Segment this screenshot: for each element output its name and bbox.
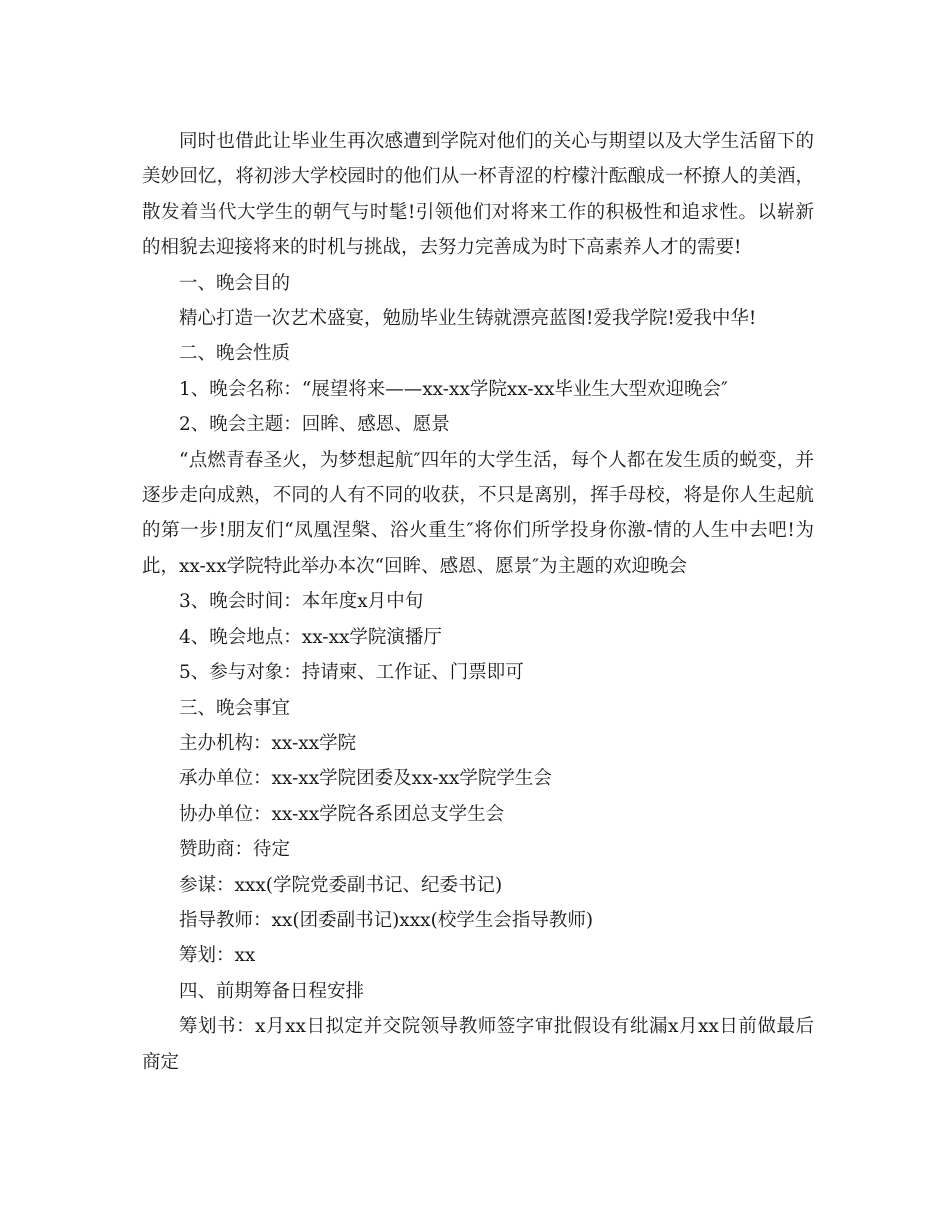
section-heading-affairs: 三、晚会事宜 <box>179 697 291 719</box>
purpose-text: 精心打造一次艺术盛宴，勉励毕业生铸就漂亮蓝图!爱我学院!爱我中华! <box>179 308 757 330</box>
item-participants: 5、参与对象：持请柬、工作证、门票即可 <box>179 662 524 684</box>
item-event-time: 3、晚会时间：本年度x月中旬 <box>179 591 424 613</box>
organizer-line: 主办机构：xx-xx学院 <box>179 732 357 754</box>
section-heading-purpose: 一、晚会目的 <box>179 272 291 294</box>
instructor-line: 指导教师：xx(团委副书记)xxx(校学生会指导教师) <box>179 909 594 931</box>
section-heading-schedule: 四、前期筹备日程安排 <box>179 980 365 1002</box>
planning-doc-paragraph: 筹划书：x月xx日拟定并交院领导教师签字审批假设有纰漏x月xx日前做最后商定 <box>142 1016 814 1073</box>
planner-line: 筹划：xx <box>179 945 256 967</box>
sponsor-line: 赞助商：待定 <box>179 839 291 861</box>
item-event-venue: 4、晚会地点：xx-xx学院演播厅 <box>179 626 442 648</box>
item-event-theme: 2、晚会主题：回眸、感恩、愿景 <box>179 414 450 436</box>
document-body <box>142 124 814 1080</box>
undertaker-line: 承办单位：xx-xx学院团委及xx-xx学院学生会 <box>179 768 552 790</box>
item-event-name: 1、晚会名称：“展望将来——xx-xx学院xx-xx毕业生大型欢迎晚会″ <box>179 378 728 400</box>
theme-paragraph: “点燃青春圣火，为梦想起航″四年的大学生活，每个人都在发生质的蜕变，并逐步走向成熟，不同的人有不同的收获，不只是离别，挥手母校，将是你人生起航的第一步!朋友们“凤凰涅槃、浴火重生″将你们所学投身你激-情的人生中去吧!为此，xx-xx学院特此举办本次“回眸、感恩、愿景″为主题的欢迎晚会 <box>142 449 814 577</box>
section-heading-nature: 二、晚会性质 <box>179 343 291 365</box>
intro-paragraph: 同时也借此让毕业生再次感遭到学院对他们的关心与期望以及大学生活留下的美妙回忆，将初涉大学校园时的他们从一杯青涩的柠檬汁酝酿成一杯撩人的美酒，散发着当代大学生的朝气与时髦!引领他们对将来工作的积极性和追求性。以崭新的相貌去迎接将来的时机与挑战，去努力完善成为时下高素养人才的需要! <box>142 131 814 259</box>
co-organizer-line: 协办单位：xx-xx学院各系团总支学生会 <box>179 803 505 825</box>
advisor-line: 参谋：xxx(学院党委副书记、纪委书记) <box>179 874 503 896</box>
